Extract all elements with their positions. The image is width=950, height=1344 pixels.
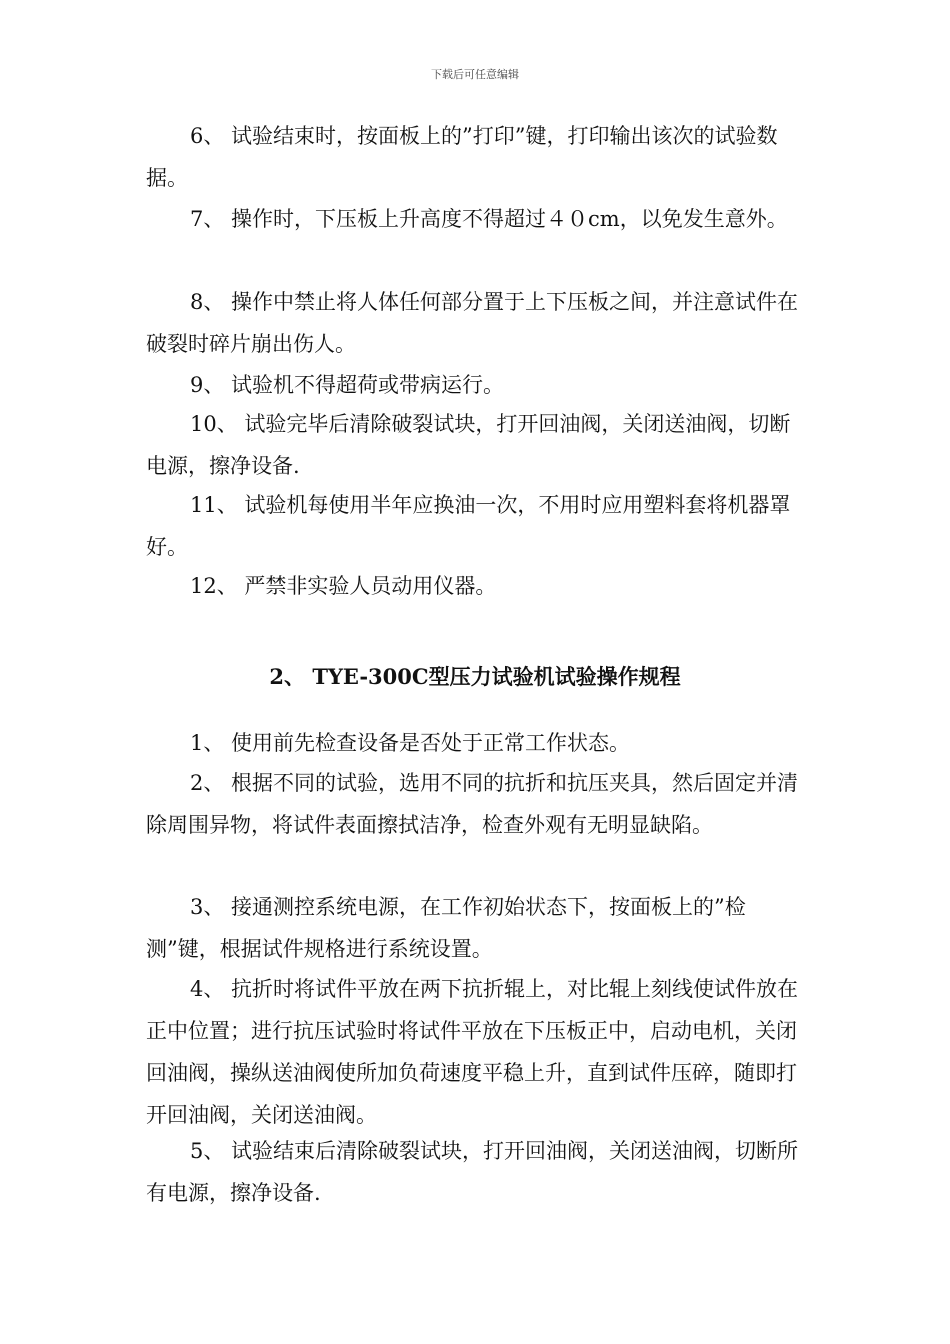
list-item: 7、 操作时，下压板上升高度不得超过４０cm，以免发生意外。 <box>190 207 788 231</box>
list-item: 3、 接通测控系统电源，在工作初始状态下，按面板上的”检测”键，根据试件规格进行系统设置。 <box>146 895 746 961</box>
list-item: 11、 试验机每使用半年应换油一次，不用时应用塑料套将机器罩好。 <box>146 493 791 559</box>
page-header: 下载后可任意编辑 <box>431 68 519 81</box>
list-item: 6、 试验结束时，按面板上的”打印”键，打印输出该次的试验数据。 <box>146 124 778 190</box>
list-item: 12、 严禁非实验人员动用仪器。 <box>190 574 497 598</box>
list-item: 10、 试验完毕后清除破裂试块，打开回油阀，关闭送油阀，切断电源，擦净设备. <box>146 412 791 478</box>
list-item: 5、 试验结束后清除破裂试块，打开回油阀，关闭送油阀，切断所有电源，擦净设备. <box>146 1139 799 1205</box>
list-item: 4、 抗折时将试件平放在两下抗折辊上，对比辊上刻线使试件放在正中位置；进行抗压试验时将试件平放在下压板正中，启动电机，关闭回油阀，操纵送油阀使所加负荷速度平稳上升，直到试件压碎，随即打开回油阀，关闭送油阀。 <box>146 977 799 1127</box>
list-item: 1、 使用前先检查设备是否处于正常工作状态。 <box>190 731 631 755</box>
section-title: 2、 TYE-300C型压力试验机试验操作规程 <box>269 664 681 689</box>
list-item: 8、 操作中禁止将人体任何部分置于上下压板之间，并注意试件在破裂时碎片崩出伤人。 <box>146 290 799 356</box>
list-item: 9、 试验机不得超荷或带病运行。 <box>190 373 505 397</box>
list-item: 2、 根据不同的试验，选用不同的抗折和抗压夹具，然后固定并清除周围异物，将试件表面擦拭洁净，检查外观有无明显缺陷。 <box>146 771 799 837</box>
